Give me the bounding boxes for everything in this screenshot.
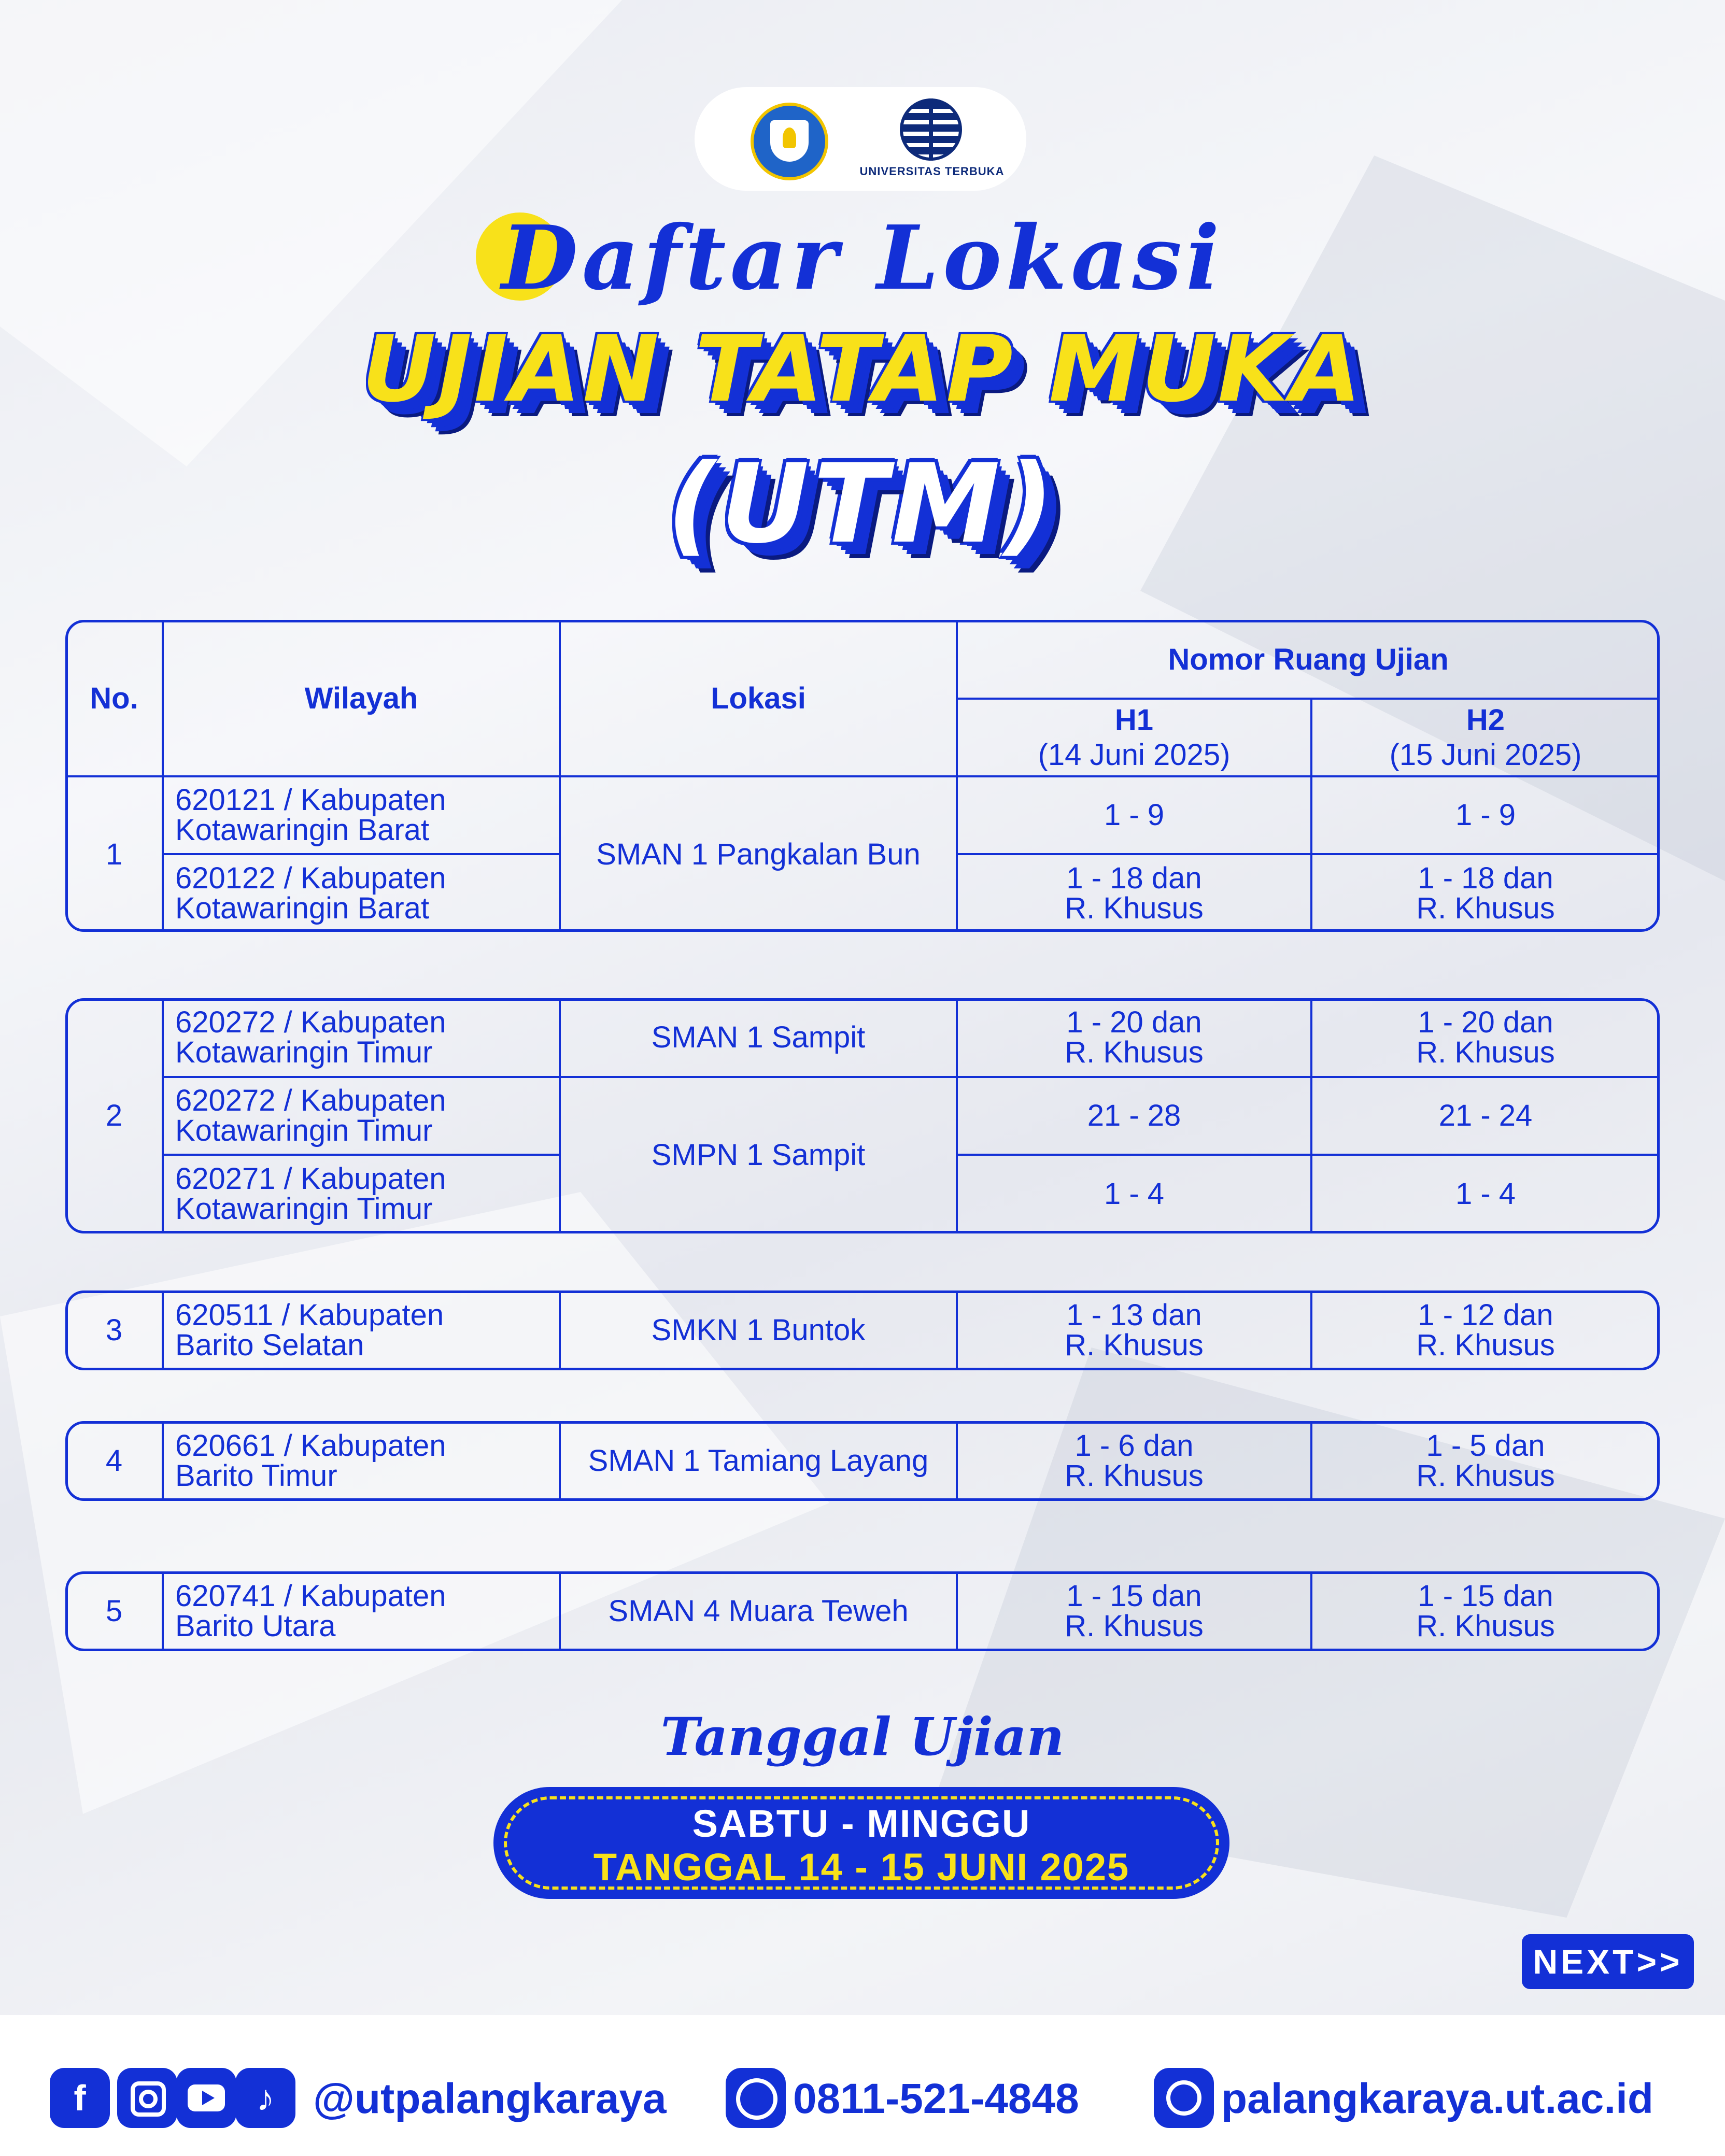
whatsapp-icon[interactable] [726, 2068, 786, 2128]
wilayah-cell: 620272 / Kabupaten Kotawaringin Timur [163, 999, 560, 1077]
youtube-icon[interactable] [176, 2068, 236, 2128]
exam-location-table [66, 1292, 1659, 1369]
row-number: 5 [105, 1594, 123, 1628]
next-button[interactable]: NEXT>> [1522, 1934, 1694, 1989]
footer [0, 2015, 1725, 2156]
exam-location-table [66, 999, 1659, 1232]
lokasi-cell: SMAN 4 Muara Teweh [560, 1572, 957, 1650]
exam-location-table [66, 1572, 1659, 1650]
h1-rooms: 1 - 4 [957, 1155, 1311, 1232]
wilayah-cell: 620121 / Kabupaten Kotawaringin Barat [163, 776, 560, 854]
tut-wuri-handayani-logo [751, 103, 828, 180]
schedule-days: SABTU - MINGGU [692, 1802, 1031, 1845]
table-row [66, 776, 1659, 854]
h1-rooms: 1 - 15 dan R. Khusus [957, 1572, 1311, 1650]
row-number: 3 [105, 1313, 123, 1347]
h2-rooms: 1 - 5 dan R. Khusus [1416, 1429, 1555, 1493]
schedule-dates: TANGGAL 14 - 15 JUNI 2025 [593, 1846, 1130, 1889]
website-link[interactable]: palangkaraya.ut.ac.id [1221, 2075, 1654, 2122]
instagram-icon[interactable] [117, 2068, 177, 2128]
h1-rooms: 1 - 13 dan R. Khusus [957, 1292, 1311, 1369]
table-row [66, 1422, 1659, 1500]
h2-rooms: 21 - 24 [1311, 1077, 1659, 1155]
h1-rooms: 1 - 9 [957, 776, 1311, 854]
page-subtitle: (UTM) [667, 441, 1058, 568]
wilayah-cell: 620272 / Kabupaten Kotawaringin Timur [163, 1077, 560, 1155]
universitas-terbuka-logo [854, 98, 1010, 187]
header-nomor-ruang: Nomor Ruang Ujian [957, 621, 1659, 699]
h1-rooms: 1 - 20 dan R. Khusus [957, 999, 1311, 1077]
row-number: 2 [66, 999, 163, 1232]
h1-rooms: 1 - 6 dan R. Khusus [957, 1422, 1311, 1500]
h2-rooms: 1 - 15 dan R. Khusus [1416, 1579, 1555, 1643]
tiktok-icon[interactable]: ♪ [235, 2068, 295, 2128]
h2-rooms: 1 - 20 dan R. Khusus [1311, 999, 1659, 1077]
table-row [66, 1077, 1659, 1155]
lokasi-cell: SMAN 1 Pangkalan Bun [560, 776, 957, 932]
h1-rooms: 21 - 28 [957, 1077, 1311, 1155]
wilayah-cell: 620271 / Kabupaten Kotawaringin Timur [163, 1155, 560, 1232]
table-row [66, 1292, 1659, 1369]
lokasi-cell: SMPN 1 Sampit [560, 1077, 957, 1232]
schedule-label: Tanggal Ujian [660, 1706, 1065, 1767]
title-script: Daftar Lokasi [501, 206, 1224, 310]
h2-rooms: 1 - 18 dan R. Khusus [1311, 854, 1659, 932]
exam-location-table [66, 621, 1659, 932]
h2-rooms: 1 - 4 [1311, 1155, 1659, 1232]
phone-number[interactable]: 0811-521-4848 [793, 2075, 1079, 2122]
header-h2: H2 (15 Juni 2025) [1311, 699, 1659, 776]
header-h1: H1 (14 Juni 2025) [957, 699, 1311, 776]
header-wilayah: Wilayah [163, 621, 560, 776]
row-number: 4 [105, 1444, 123, 1478]
logo-ut-label: UNIVERSITAS TERBUKA [859, 165, 1005, 178]
facebook-icon[interactable]: f [50, 2068, 110, 2128]
wilayah-cell: 620122 / Kabupaten Kotawaringin Barat [163, 854, 560, 932]
table-row [66, 1572, 1659, 1650]
lokasi-cell: SMAN 1 Sampit [560, 999, 957, 1077]
wilayah-cell: 620511 / Kabupaten Barito Selatan [163, 1292, 560, 1369]
social-handle[interactable]: @utpalangkaraya [313, 2075, 667, 2122]
schedule-badge [493, 1787, 1229, 1899]
wilayah-cell: 620661 / Kabupaten Barito Timur [163, 1422, 560, 1500]
h2-rooms: 1 - 12 dan R. Khusus [1416, 1298, 1555, 1362]
wilayah-cell: 620741 / Kabupaten Barito Utara [163, 1572, 560, 1650]
lokasi-cell: SMAN 1 Tamiang Layang [560, 1422, 957, 1500]
header-no: No. [66, 621, 163, 776]
globe-icon[interactable] [1154, 2068, 1214, 2128]
header-lokasi: Lokasi [560, 621, 957, 776]
h1-rooms: 1 - 18 dan R. Khusus [957, 854, 1311, 932]
lokasi-cell: SMKN 1 Buntok [560, 1292, 957, 1369]
row-number: 1 [66, 776, 163, 932]
h2-rooms: 1 - 9 [1311, 776, 1659, 854]
logo-container [695, 87, 1026, 191]
page-title: UJIAN TATAP MUKA [362, 316, 1363, 422]
exam-location-table [66, 1422, 1659, 1500]
table-row [66, 999, 1659, 1077]
